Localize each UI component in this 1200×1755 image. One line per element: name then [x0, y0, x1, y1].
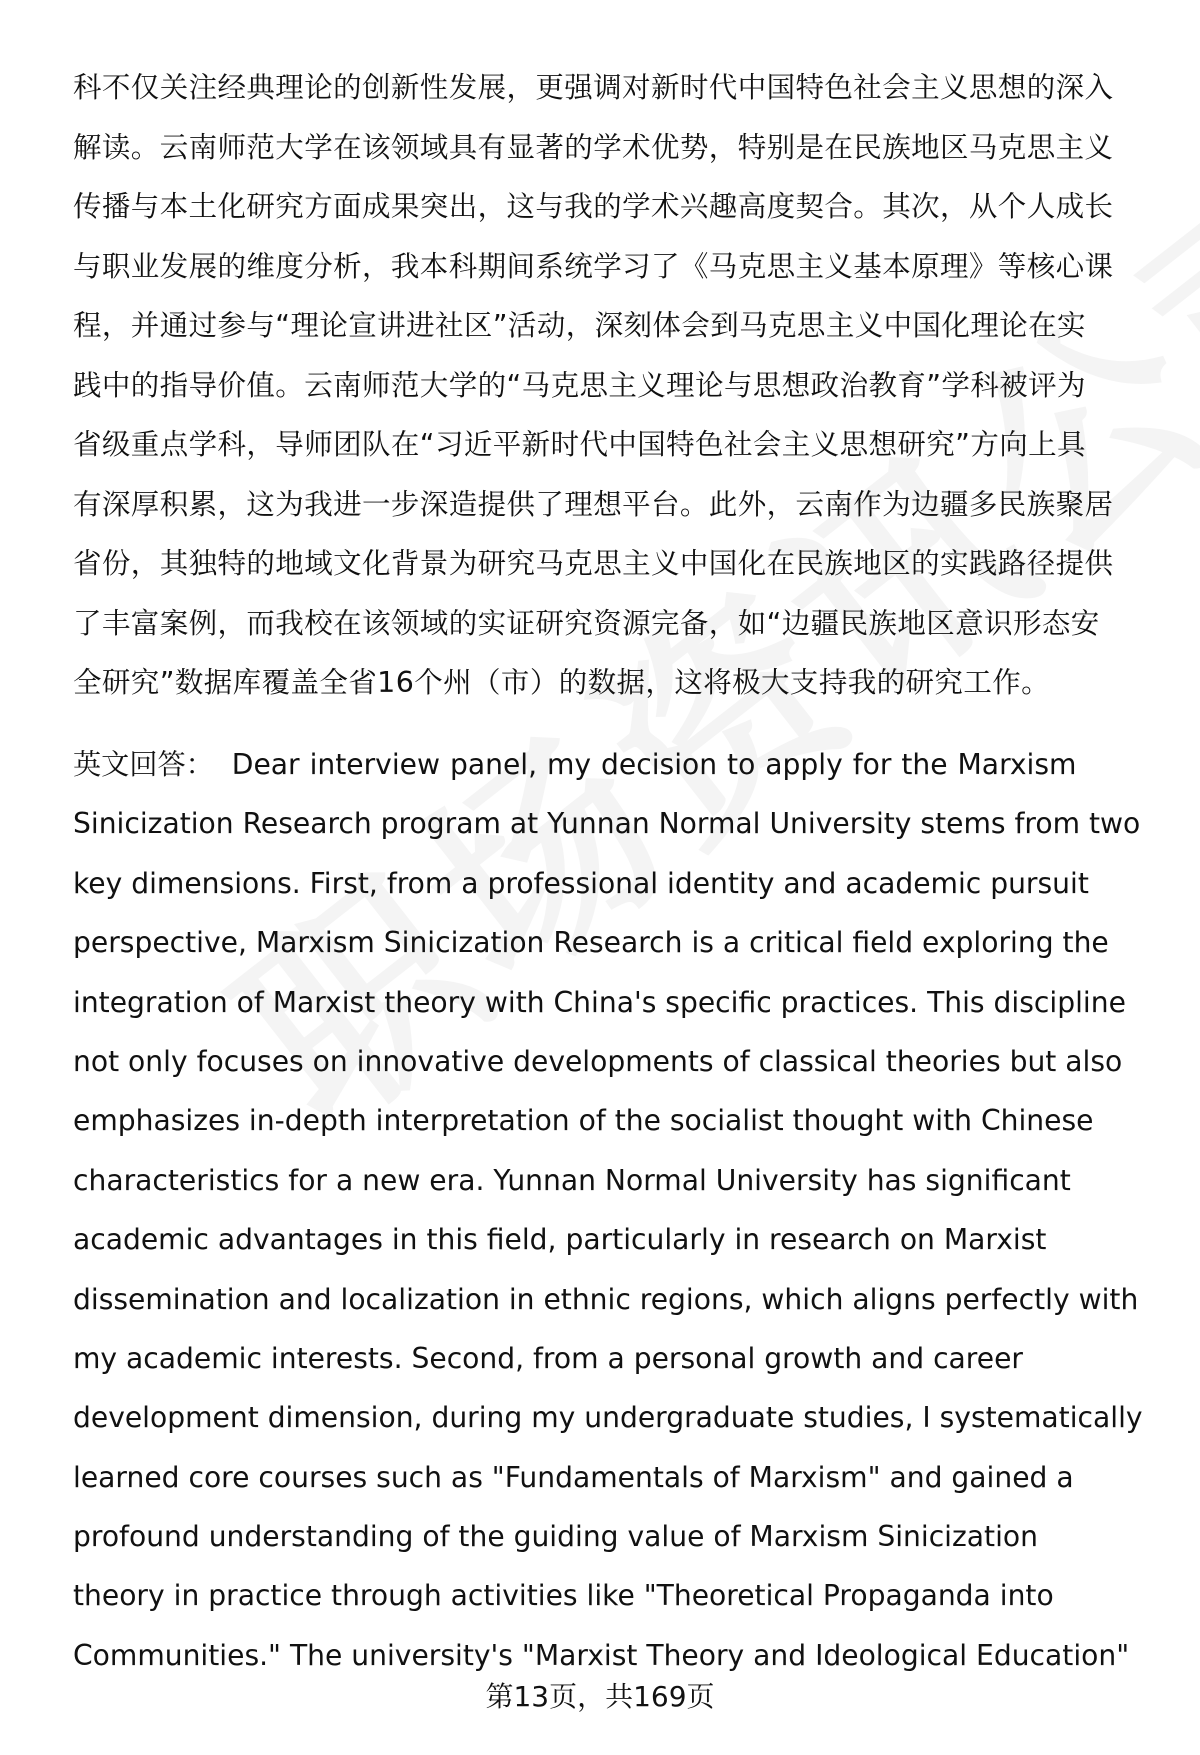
paragraph-line: integration of Marxist theory with China's specific practices. This discipline — [73, 985, 1126, 1019]
paragraph-line: development dimension, during my undergraduate studies, I systematically — [73, 1401, 1143, 1435]
paragraph-line: profound understanding of the guiding value of Marxism Sinicization — [73, 1520, 1038, 1554]
paragraph-line: 与职业发展的维度分析，我本科期间系统学习了《马克思主义基本原理》等核心课 — [73, 249, 1114, 283]
paragraph-line: characteristics for a new era. Yunnan Normal University has significant — [73, 1163, 1071, 1197]
paragraph-line: Sinicization Research program at Yunnan Normal University stems from two — [73, 807, 1141, 841]
paragraph-line: 省级重点学科，导师团队在“习近平新时代中国特色社会主义思想研究”方向上具 — [73, 428, 1086, 461]
paragraph-line: academic advantages in this field, particularly in research on Marxist — [73, 1223, 1047, 1257]
chinese-paragraph — [73, 58, 1143, 713]
paragraph-line: 有深厚积累，这为我进一步深造提供了理想平台。此外，云南作为边疆多民族聚居 — [73, 487, 1114, 521]
english-answer-label: 英文回答： — [73, 748, 214, 781]
paragraph-line: 传播与本土化研究方面成果突出，这与我的学术兴趣高度契合。其次，从个人成长 — [73, 190, 1114, 223]
paragraph-line: 科不仅关注经典理论的创新性发展，更强调对新时代中国特色社会主义思想的深入 — [73, 71, 1114, 104]
english-answer-first-line — [73, 735, 1173, 794]
paragraph-line: theory in practice through activities like "Theoretical Propaganda into — [73, 1579, 1054, 1613]
paragraph-line: not only focuses on innovative developments of classical theories but also — [73, 1044, 1123, 1078]
paragraph-line: 践中的指导价值。云南师范大学的“马克思主义理论与思想政治教育”学科被评为 — [73, 368, 1086, 402]
paragraph-line: emphasizes in-depth interpretation of the socialist thought with Chinese — [73, 1104, 1094, 1138]
page-indicator: 第13页，共169页 — [485, 1680, 715, 1713]
paragraph-line: perspective, Marxism Sinicization Research is a critical field exploring the — [73, 926, 1109, 960]
paragraph-line: Dear interview panel, my decision to apply for the Marxism — [231, 748, 1077, 781]
paragraph-line: 了丰富案例，而我校在该领域的实证研究资源完备，如“边疆民族地区意识形态安 — [73, 606, 1100, 640]
paragraph-line: 全研究”数据库覆盖全省16个州（市）的数据，这将极大支持我的研究工作。 — [73, 666, 1051, 699]
paragraph-line: 程，并通过参与“理论宣讲进社区”活动，深刻体会到马克思主义中国化理论在实 — [73, 309, 1086, 342]
paragraph-line: dissemination and localization in ethnic regions, which aligns perfectly with — [73, 1282, 1139, 1316]
english-answer — [73, 735, 1173, 1685]
paragraph-line: learned core courses such as "Fundamentals of Marxism" and gained a — [73, 1460, 1074, 1494]
paragraph-line: 省份，其独特的地域文化背景为研究马克思主义中国化在民族地区的实践路径提供 — [73, 547, 1114, 580]
paragraph-line: key dimensions. First, from a professional identity and academic pursuit — [73, 866, 1089, 900]
paragraph-line: 解读。云南师范大学在该领域具有显著的学术优势，特别是在民族地区马克思主义 — [73, 130, 1114, 164]
paragraph-line: my academic interests. Second, from a personal growth and career — [73, 1341, 1023, 1375]
paragraph-line: Communities." The university's "Marxist Theory and Ideological Education" — [73, 1638, 1130, 1672]
